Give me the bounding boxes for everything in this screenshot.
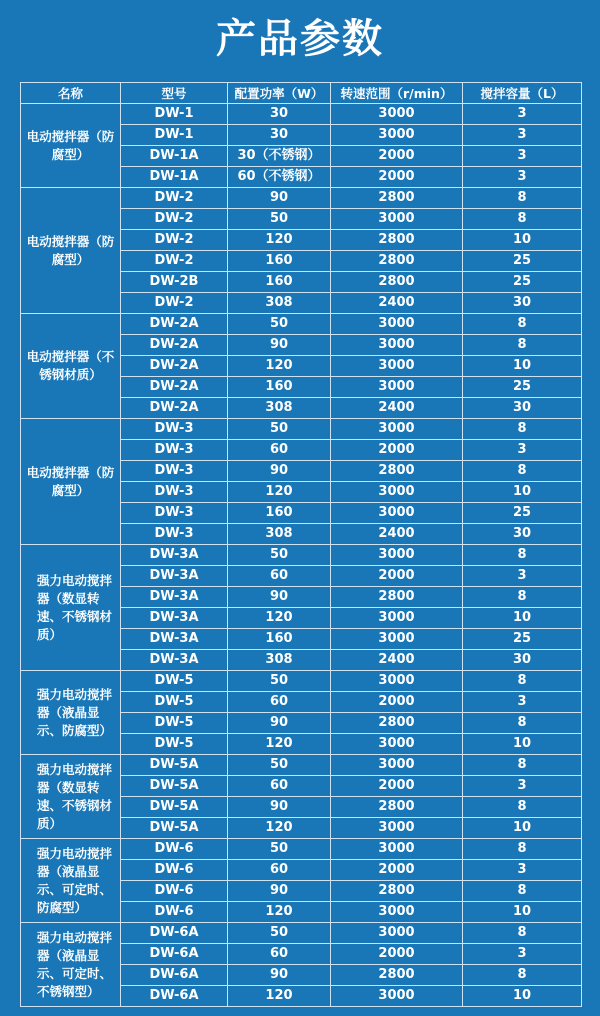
speed-cell: 3000	[331, 314, 463, 335]
power-cell: 60	[228, 566, 331, 587]
capacity-cell: 30	[463, 524, 582, 545]
capacity-cell: 30	[463, 650, 582, 671]
model-cell: DW-5A	[121, 755, 228, 776]
power-cell: 308	[228, 293, 331, 314]
capacity-cell: 25	[463, 503, 582, 524]
model-cell: DW-2A	[121, 335, 228, 356]
model-cell: DW-2	[121, 209, 228, 230]
power-cell: 120	[228, 230, 331, 251]
model-cell: DW-6A	[121, 923, 228, 944]
model-cell: DW-3A	[121, 650, 228, 671]
capacity-cell: 10	[463, 482, 582, 503]
power-cell: 160	[228, 629, 331, 650]
speed-cell: 2800	[331, 965, 463, 986]
capacity-cell: 3	[463, 146, 582, 167]
model-cell: DW-2	[121, 251, 228, 272]
capacity-cell: 10	[463, 734, 582, 755]
speed-cell: 3000	[331, 629, 463, 650]
power-cell: 120	[228, 986, 331, 1007]
power-cell: 50	[228, 671, 331, 692]
capacity-cell: 3	[463, 125, 582, 146]
table-body	[21, 104, 582, 1007]
capacity-cell: 8	[463, 797, 582, 818]
product-name-cell: 强力电动搅拌器（数显转速、不锈钢材质）	[21, 545, 121, 671]
model-cell: DW-5A	[121, 797, 228, 818]
model-cell: DW-2B	[121, 272, 228, 293]
table-row	[21, 314, 582, 335]
speed-cell: 3000	[331, 125, 463, 146]
model-cell: DW-3A	[121, 545, 228, 566]
capacity-cell: 3	[463, 944, 582, 965]
power-cell: 90	[228, 881, 331, 902]
capacity-cell: 10	[463, 902, 582, 923]
speed-cell: 3000	[331, 818, 463, 839]
table-row	[21, 545, 582, 566]
capacity-cell: 8	[463, 545, 582, 566]
table-row	[21, 419, 582, 440]
model-cell: DW-6	[121, 902, 228, 923]
model-cell: DW-6A	[121, 944, 228, 965]
capacity-cell: 8	[463, 839, 582, 860]
capacity-cell: 8	[463, 335, 582, 356]
power-cell: 30	[228, 125, 331, 146]
capacity-cell: 3	[463, 104, 582, 125]
power-cell: 60	[228, 860, 331, 881]
model-cell: DW-3	[121, 419, 228, 440]
speed-cell: 3000	[331, 734, 463, 755]
speed-cell: 2000	[331, 776, 463, 797]
power-cell: 120	[228, 608, 331, 629]
model-cell: DW-5A	[121, 776, 228, 797]
product-name-cell: 强力电动搅拌器（液晶显示、可定时、防腐型）	[21, 839, 121, 923]
power-cell: 160	[228, 251, 331, 272]
model-cell: DW-6A	[121, 965, 228, 986]
capacity-cell: 25	[463, 629, 582, 650]
model-cell: DW-5	[121, 671, 228, 692]
model-cell: DW-3A	[121, 629, 228, 650]
capacity-cell: 8	[463, 461, 582, 482]
power-cell: 308	[228, 398, 331, 419]
speed-cell: 2800	[331, 251, 463, 272]
power-cell: 120	[228, 902, 331, 923]
capacity-cell: 8	[463, 314, 582, 335]
speed-cell: 3000	[331, 377, 463, 398]
power-cell: 120	[228, 356, 331, 377]
speed-cell: 2800	[331, 881, 463, 902]
model-cell: DW-5A	[121, 818, 228, 839]
speed-cell: 2000	[331, 566, 463, 587]
header-name: 名称	[21, 83, 121, 104]
model-cell: DW-3A	[121, 566, 228, 587]
header-capacity: 搅拌容量（L）	[463, 83, 582, 104]
table-row	[21, 755, 582, 776]
speed-cell: 2800	[331, 461, 463, 482]
speed-cell: 3000	[331, 671, 463, 692]
power-cell: 90	[228, 587, 331, 608]
power-cell: 308	[228, 524, 331, 545]
model-cell: DW-1	[121, 104, 228, 125]
power-cell: 50	[228, 314, 331, 335]
power-cell: 60	[228, 440, 331, 461]
capacity-cell: 3	[463, 692, 582, 713]
model-cell: DW-5	[121, 692, 228, 713]
power-cell: 120	[228, 818, 331, 839]
capacity-cell: 3	[463, 167, 582, 188]
speed-cell: 3000	[331, 923, 463, 944]
model-cell: DW-2A	[121, 314, 228, 335]
power-cell: 60（不锈钢）	[228, 167, 331, 188]
model-cell: DW-2A	[121, 398, 228, 419]
header-row	[21, 83, 582, 104]
speed-cell: 2800	[331, 587, 463, 608]
capacity-cell: 8	[463, 755, 582, 776]
power-cell: 50	[228, 839, 331, 860]
power-cell: 50	[228, 545, 331, 566]
model-cell: DW-2	[121, 188, 228, 209]
model-cell: DW-3	[121, 503, 228, 524]
capacity-cell: 30	[463, 293, 582, 314]
power-cell: 160	[228, 272, 331, 293]
capacity-cell: 25	[463, 272, 582, 293]
power-cell: 30	[228, 104, 331, 125]
capacity-cell: 8	[463, 965, 582, 986]
speed-cell: 2800	[331, 713, 463, 734]
speed-cell: 2800	[331, 797, 463, 818]
model-cell: DW-2A	[121, 356, 228, 377]
speed-cell: 2400	[331, 650, 463, 671]
table-row	[21, 923, 582, 944]
speed-cell: 2800	[331, 272, 463, 293]
speed-cell: 2000	[331, 167, 463, 188]
speed-cell: 3000	[331, 902, 463, 923]
capacity-cell: 3	[463, 776, 582, 797]
power-cell: 60	[228, 776, 331, 797]
model-cell: DW-6	[121, 860, 228, 881]
power-cell: 90	[228, 797, 331, 818]
capacity-cell: 8	[463, 713, 582, 734]
speed-cell: 3000	[331, 104, 463, 125]
product-name-cell: 电动搅拌器（防腐型）	[21, 188, 121, 314]
capacity-cell: 25	[463, 251, 582, 272]
speed-cell: 2400	[331, 524, 463, 545]
speed-cell: 3000	[331, 503, 463, 524]
product-name-cell: 电动搅拌器（防腐型）	[21, 104, 121, 188]
header-speed: 转速范围（r/min）	[331, 83, 463, 104]
capacity-cell: 8	[463, 671, 582, 692]
capacity-cell: 8	[463, 188, 582, 209]
power-cell: 90	[228, 965, 331, 986]
capacity-cell: 3	[463, 440, 582, 461]
model-cell: DW-3A	[121, 587, 228, 608]
model-cell: DW-6A	[121, 986, 228, 1007]
speed-cell: 2800	[331, 230, 463, 251]
capacity-cell: 30	[463, 398, 582, 419]
capacity-cell: 8	[463, 923, 582, 944]
model-cell: DW-1A	[121, 167, 228, 188]
capacity-cell: 25	[463, 377, 582, 398]
speed-cell: 2000	[331, 440, 463, 461]
product-name-cell: 电动搅拌器（不锈钢材质）	[21, 314, 121, 419]
model-cell: DW-2	[121, 293, 228, 314]
speed-cell: 2000	[331, 860, 463, 881]
capacity-cell: 10	[463, 608, 582, 629]
power-cell: 120	[228, 482, 331, 503]
model-cell: DW-1	[121, 125, 228, 146]
speed-cell: 2000	[331, 944, 463, 965]
speed-cell: 3000	[331, 419, 463, 440]
table-row	[21, 104, 582, 125]
power-cell: 60	[228, 692, 331, 713]
product-name-cell: 强力电动搅拌器（液晶显示、防腐型）	[21, 671, 121, 755]
header-model: 型号	[121, 83, 228, 104]
speed-cell: 2400	[331, 398, 463, 419]
power-cell: 60	[228, 944, 331, 965]
speed-cell: 2800	[331, 188, 463, 209]
model-cell: DW-2	[121, 230, 228, 251]
capacity-cell: 8	[463, 419, 582, 440]
table-row	[21, 839, 582, 860]
speed-cell: 3000	[331, 839, 463, 860]
speed-cell: 2000	[331, 146, 463, 167]
power-cell: 90	[228, 188, 331, 209]
model-cell: DW-6	[121, 839, 228, 860]
capacity-cell: 10	[463, 818, 582, 839]
speed-cell: 3000	[331, 335, 463, 356]
table-row	[21, 188, 582, 209]
model-cell: DW-3A	[121, 608, 228, 629]
model-cell: DW-3	[121, 482, 228, 503]
speed-cell: 3000	[331, 986, 463, 1007]
speed-cell: 3000	[331, 755, 463, 776]
parameter-table	[20, 82, 582, 1007]
power-cell: 50	[228, 419, 331, 440]
speed-cell: 3000	[331, 209, 463, 230]
power-cell: 160	[228, 503, 331, 524]
model-cell: DW-5	[121, 713, 228, 734]
power-cell: 308	[228, 650, 331, 671]
product-name-cell: 强力电动搅拌器（液晶显示、可定时、不锈钢型）	[21, 923, 121, 1007]
power-cell: 120	[228, 734, 331, 755]
power-cell: 90	[228, 461, 331, 482]
power-cell: 50	[228, 755, 331, 776]
power-cell: 50	[228, 923, 331, 944]
model-cell: DW-6	[121, 881, 228, 902]
capacity-cell: 8	[463, 587, 582, 608]
capacity-cell: 3	[463, 860, 582, 881]
speed-cell: 2000	[331, 692, 463, 713]
header-power: 配置功率（W）	[228, 83, 331, 104]
power-cell: 30（不锈钢）	[228, 146, 331, 167]
table-row	[21, 671, 582, 692]
speed-cell: 3000	[331, 356, 463, 377]
capacity-cell: 3	[463, 566, 582, 587]
speed-cell: 2400	[331, 293, 463, 314]
model-cell: DW-2A	[121, 377, 228, 398]
capacity-cell: 10	[463, 986, 582, 1007]
model-cell: DW-3	[121, 461, 228, 482]
speed-cell: 3000	[331, 545, 463, 566]
power-cell: 50	[228, 209, 331, 230]
power-cell: 160	[228, 377, 331, 398]
power-cell: 90	[228, 713, 331, 734]
model-cell: DW-3	[121, 524, 228, 545]
speed-cell: 3000	[331, 608, 463, 629]
model-cell: DW-1A	[121, 146, 228, 167]
product-name-cell: 电动搅拌器（防腐型）	[21, 419, 121, 545]
capacity-cell: 8	[463, 209, 582, 230]
power-cell: 90	[228, 335, 331, 356]
speed-cell: 3000	[331, 482, 463, 503]
capacity-cell: 8	[463, 881, 582, 902]
model-cell: DW-5	[121, 734, 228, 755]
product-name-cell: 强力电动搅拌器（数显转速、不锈钢材质）	[21, 755, 121, 839]
model-cell: DW-3	[121, 440, 228, 461]
capacity-cell: 10	[463, 230, 582, 251]
page-title: 产品参数	[216, 16, 384, 62]
capacity-cell: 10	[463, 356, 582, 377]
